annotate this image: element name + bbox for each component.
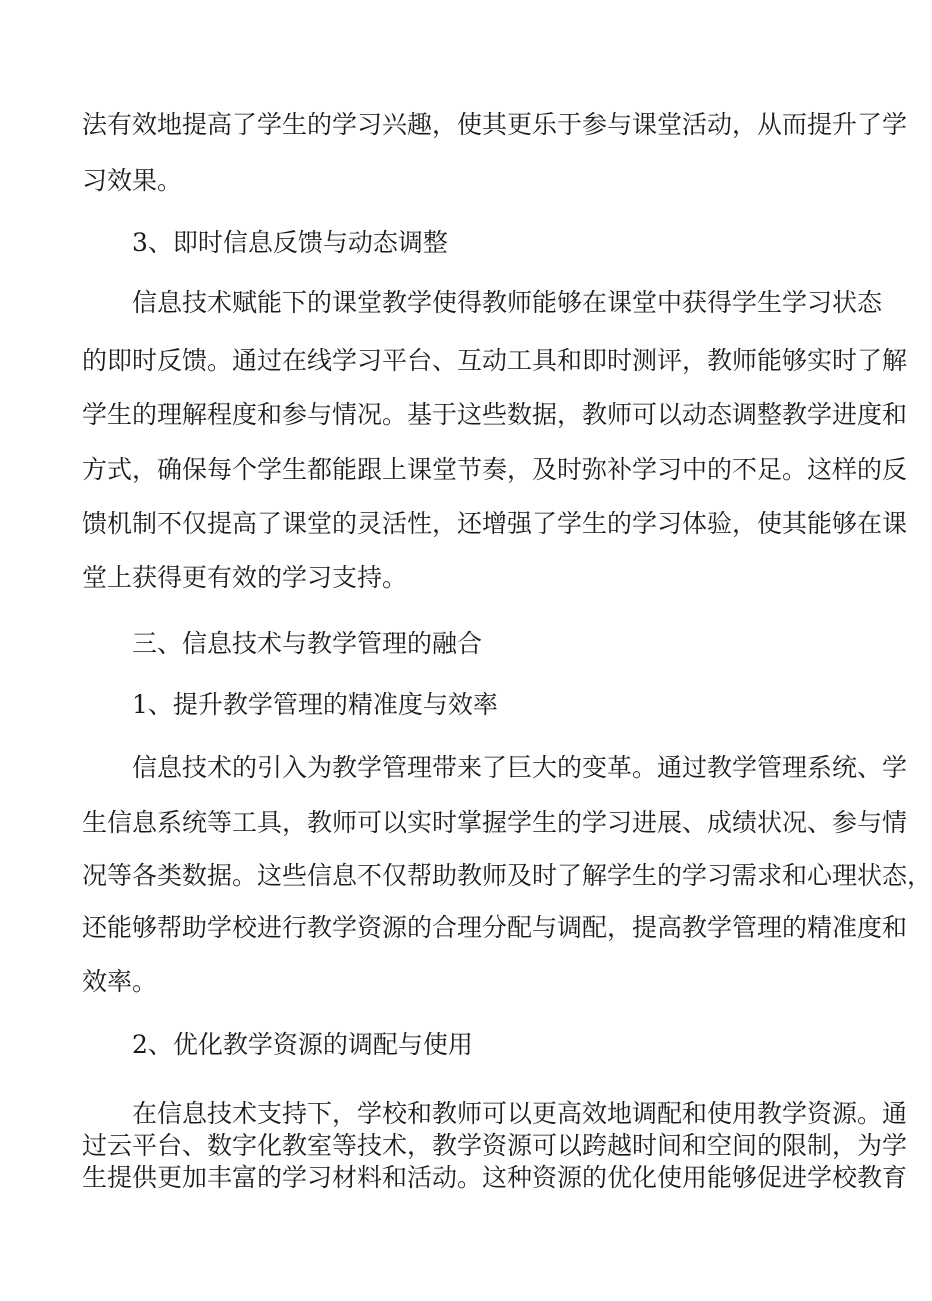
section-heading: 1、提升教学管理的精准度与效率	[132, 690, 498, 719]
paragraph-line: 法有效地提高了学生的学习兴趣，使其更乐于参与课堂活动，从而提升了学	[82, 110, 908, 139]
paragraph-line: 效率。	[82, 967, 158, 996]
paragraph-line: 在信息技术支持下，学校和教师可以更高效地调配和使用教学资源。通	[132, 1099, 908, 1128]
paragraph-line: 信息技术赋能下的课堂教学使得教师能够在课堂中获得学生学习状态	[132, 288, 883, 317]
paragraph-line: 习效果。	[82, 166, 183, 195]
paragraph-line: 的即时反馈。通过在线学习平台、互动工具和即时测评，教师能够实时了解	[82, 346, 908, 375]
section-heading: 3、即时信息反馈与动态调整	[132, 228, 448, 257]
section-heading: 2、优化教学资源的调配与使用	[132, 1030, 473, 1059]
paragraph-line: 馈机制不仅提高了课堂的灵活性，还增强了学生的学习体验，使其能够在课	[82, 509, 908, 538]
paragraph-line: 还能够帮助学校进行教学资源的合理分配与调配，提高教学管理的精准度和	[82, 913, 908, 942]
paragraph-line: 生提供更加丰富的学习材料和活动。这种资源的优化使用能够促进学校教育	[82, 1163, 908, 1192]
paragraph-line: 方式，确保每个学生都能跟上课堂节奏，及时弥补学习中的不足。这样的反	[82, 455, 908, 484]
paragraph-line: 生信息系统等工具，教师可以实时掌握学生的学习进展、成绩状况、参与情	[82, 808, 908, 837]
paragraph-line: 信息技术的引入为教学管理带来了巨大的变革。通过教学管理系统、学	[132, 753, 908, 782]
paragraph-line: 过云平台、数字化教室等技术，教学资源可以跨越时间和空间的限制，为学	[82, 1131, 908, 1160]
paragraph-line: 况等各类数据。这些信息不仅帮助教师及时了解学生的学习需求和心理状态，	[82, 861, 932, 890]
paragraph-line: 堂上获得更有效的学习支持。	[82, 563, 408, 592]
paragraph-line: 学生的理解程度和参与情况。基于这些数据，教师可以动态调整教学进度和	[82, 400, 908, 429]
chapter-heading: 三、信息技术与教学管理的融合	[132, 629, 483, 658]
